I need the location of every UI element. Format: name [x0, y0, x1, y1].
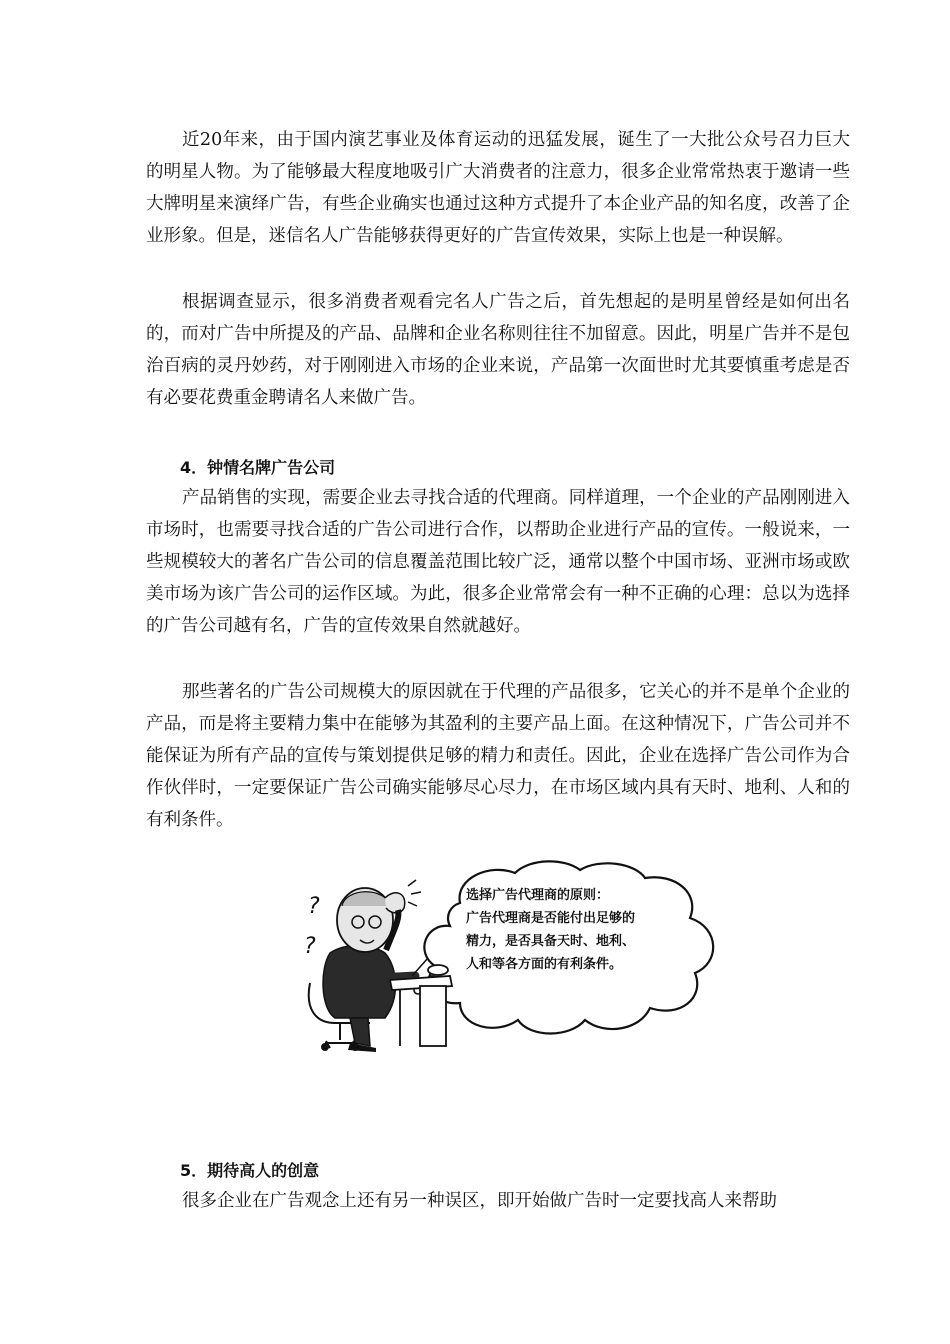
thinking-man-figure	[323, 880, 428, 1052]
section-heading-5: 5．期待高人的创意	[180, 1161, 320, 1180]
question-mark-icon: ?	[308, 894, 320, 919]
bubble-line: 人和等各方面的有利条件。	[466, 957, 623, 972]
section-heading-4: 4．钟情名牌广告公司	[180, 458, 336, 477]
paragraph-celebrity-ads: 近20年来，由于国内演艺事业及体育运动的迅猛发展，诞生了一大批公众号召力巨大的明星人物。为了能够最大程度地吸引广大消费者的注意力，很多企业常常热衷于邀请一些大牌明星来演绎广告，有些企业确实也通过这种方式提升了本企业产品的知名度，改善了企业形象。但是，迷信名人广告能够获得更好的广告宣传效果，实际上也是一种误解。	[146, 130, 850, 246]
bubble-line: 精力，是否具备天时、地利、	[466, 934, 636, 949]
paragraph-survey: 根据调查显示，很多消费者观看完名人广告之后，首先想起的是明星曾经是如何出名的，而对广告中所提及的产品、品牌和企业名称则往往不加留意。因此，明星广告并不是包治百病的灵丹妙药，对于刚刚进入市场的企业来说，产品第一次面世时尤其要慎重考虑是否有必要花费重金聘请名人来做广告。	[146, 292, 850, 408]
paragraph-expert-creativity: 很多企业在广告观念上还有另一种误区，即开始做广告时一定要找高人来帮助	[182, 1191, 777, 1211]
paragraph-agency-selection: 产品销售的实现，需要企业去寻找合适的代理商。同样道理，一个企业的产品刚刚进入市场时，也需要寻找合适的广告公司进行合作，以帮助企业进行产品的宣传。一般说来，一些规模较大的著名广告公司的信息覆盖范围比较广泛，通常以整个中国市场、亚洲市场或欧美市场为该广告公司的运作区域。为此，很多企业常常会有一种不正确的心理：总以为选择的广告公司越有名，广告的宣传效果自然就越好。	[146, 488, 850, 636]
paragraph-agency-scale: 那些著名的广告公司规模大的原因就在于代理的产品很多，它关心的并不是单个企业的产品，而是将主要精力集中在能够为其盈利的主要产品上面。在这种情况下，广告公司并不能保证为所有产品的宣传与策划提供足够的精力和责任。因此，企业在选择广告公司作为合作伙伴时，一定要保证广告公司确实能够尽心尽力，在市场区域内具有天时、地利、人和的有利条件。	[146, 682, 850, 830]
question-mark-icon: ?	[304, 934, 316, 959]
bubble-line: 广告代理商是否能付出足够的	[466, 911, 636, 926]
bubble-line: 选择广告代理商的原则：	[466, 888, 610, 903]
thought-bubble-text	[466, 884, 706, 976]
